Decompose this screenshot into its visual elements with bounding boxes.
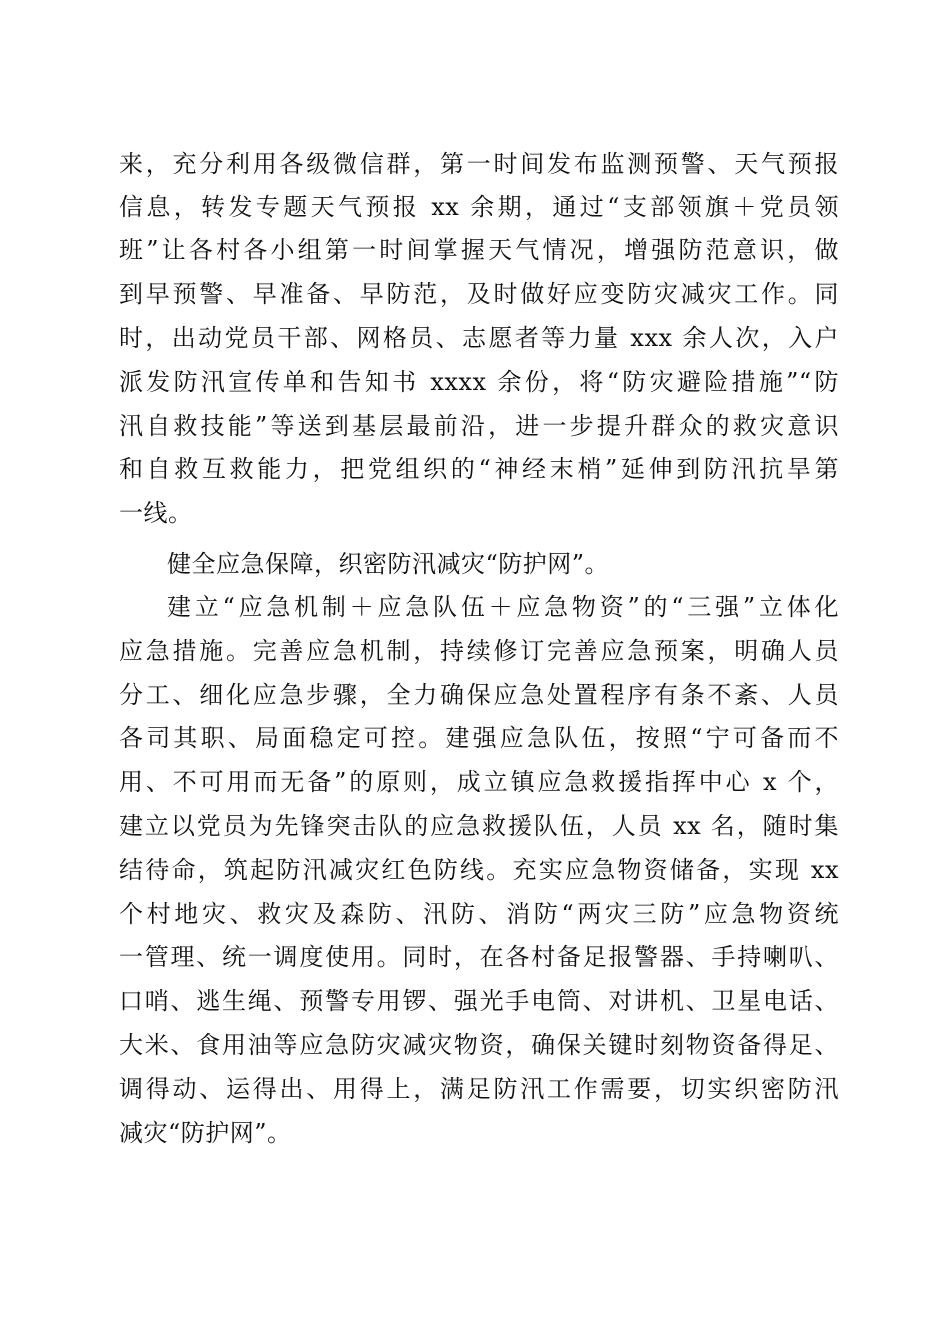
paragraph1-line-8: 和自救互救能力，把党组织的“神经末梢”延伸到防汛抗旱第 <box>119 455 839 483</box>
paragraph1-line-3: 班”让各村各小组第一时间掌握天气情况，增强防范意识，做 <box>119 236 839 264</box>
paragraph2-line-3: 分工、细化应急步骤，全力确保应急处置程序有条不紊、人员 <box>119 681 839 709</box>
paragraph2-line-1: 建立“应急机制＋应急队伍＋应急物资”的“三强”立体化 <box>167 593 839 621</box>
paragraph1-line-2: 信息，转发专题天气预报 xx 余期，通过“支部领旗＋党员领 <box>119 193 839 221</box>
paragraph1-line-6: 派发防汛宣传单和告知书 xxxx 余份，将“防灾避险措施”“防 <box>119 368 839 396</box>
paragraph2-line-8: 个村地灾、救灾及森防、汛防、消防“两灾三防”应急物资统 <box>119 900 839 928</box>
paragraph2-line-4: 各司其职、局面稳定可控。建强应急队伍，按照“宁可备而不 <box>119 724 839 752</box>
paragraph1-line-1: 来，充分利用各级微信群，第一时间发布监测预警、天气预报 <box>119 150 839 178</box>
paragraph2-line-12: 调得动、运得出、用得上，满足防汛工作需要，切实织密防汛 <box>119 1075 839 1103</box>
paragraph1-line-5: 时，出动党员干部、网格员、志愿者等力量 xxx 余人次，入户 <box>119 324 839 352</box>
paragraph2-line-5: 用、不可用而无备”的原则，成立镇应急救援指挥中心 x 个， <box>119 768 839 796</box>
paragraph1-line-9: 一线。 <box>119 499 193 527</box>
paragraph2-line-10: 口哨、逃生绳、预警专用锣、强光手电筒、对讲机、卫星电话、 <box>119 987 839 1015</box>
paragraph2-line-13: 减灾“防护网”。 <box>119 1119 292 1147</box>
paragraph2-line-9: 一管理、统一调度使用。同时，在各村备足报警器、手持喇叭、 <box>119 943 839 971</box>
paragraph2-line-6: 建立以党员为先锋突击队的应急救援队伍，人员 xx 名，随时集 <box>119 812 839 840</box>
section-heading: 健全应急保障，织密防汛减灾“防护网”。 <box>167 550 610 578</box>
paragraph1-line-7: 汛自救技能”等送到基层最前沿，进一步提升群众的救灾意识 <box>119 412 839 440</box>
paragraph2-line-11: 大米、食用油等应急防灾减灾物资，确保关键时刻物资备得足、 <box>119 1031 839 1059</box>
paragraph2-line-2: 应急措施。完善应急机制，持续修订完善应急预案，明确人员 <box>119 637 839 665</box>
paragraph1-line-4: 到早预警、早准备、早防范，及时做好应变防灾减灾工作。同 <box>119 280 839 308</box>
paragraph2-line-7: 结待命，筑起防汛减灾红色防线。充实应急物资储备，实现 xx <box>119 856 839 884</box>
